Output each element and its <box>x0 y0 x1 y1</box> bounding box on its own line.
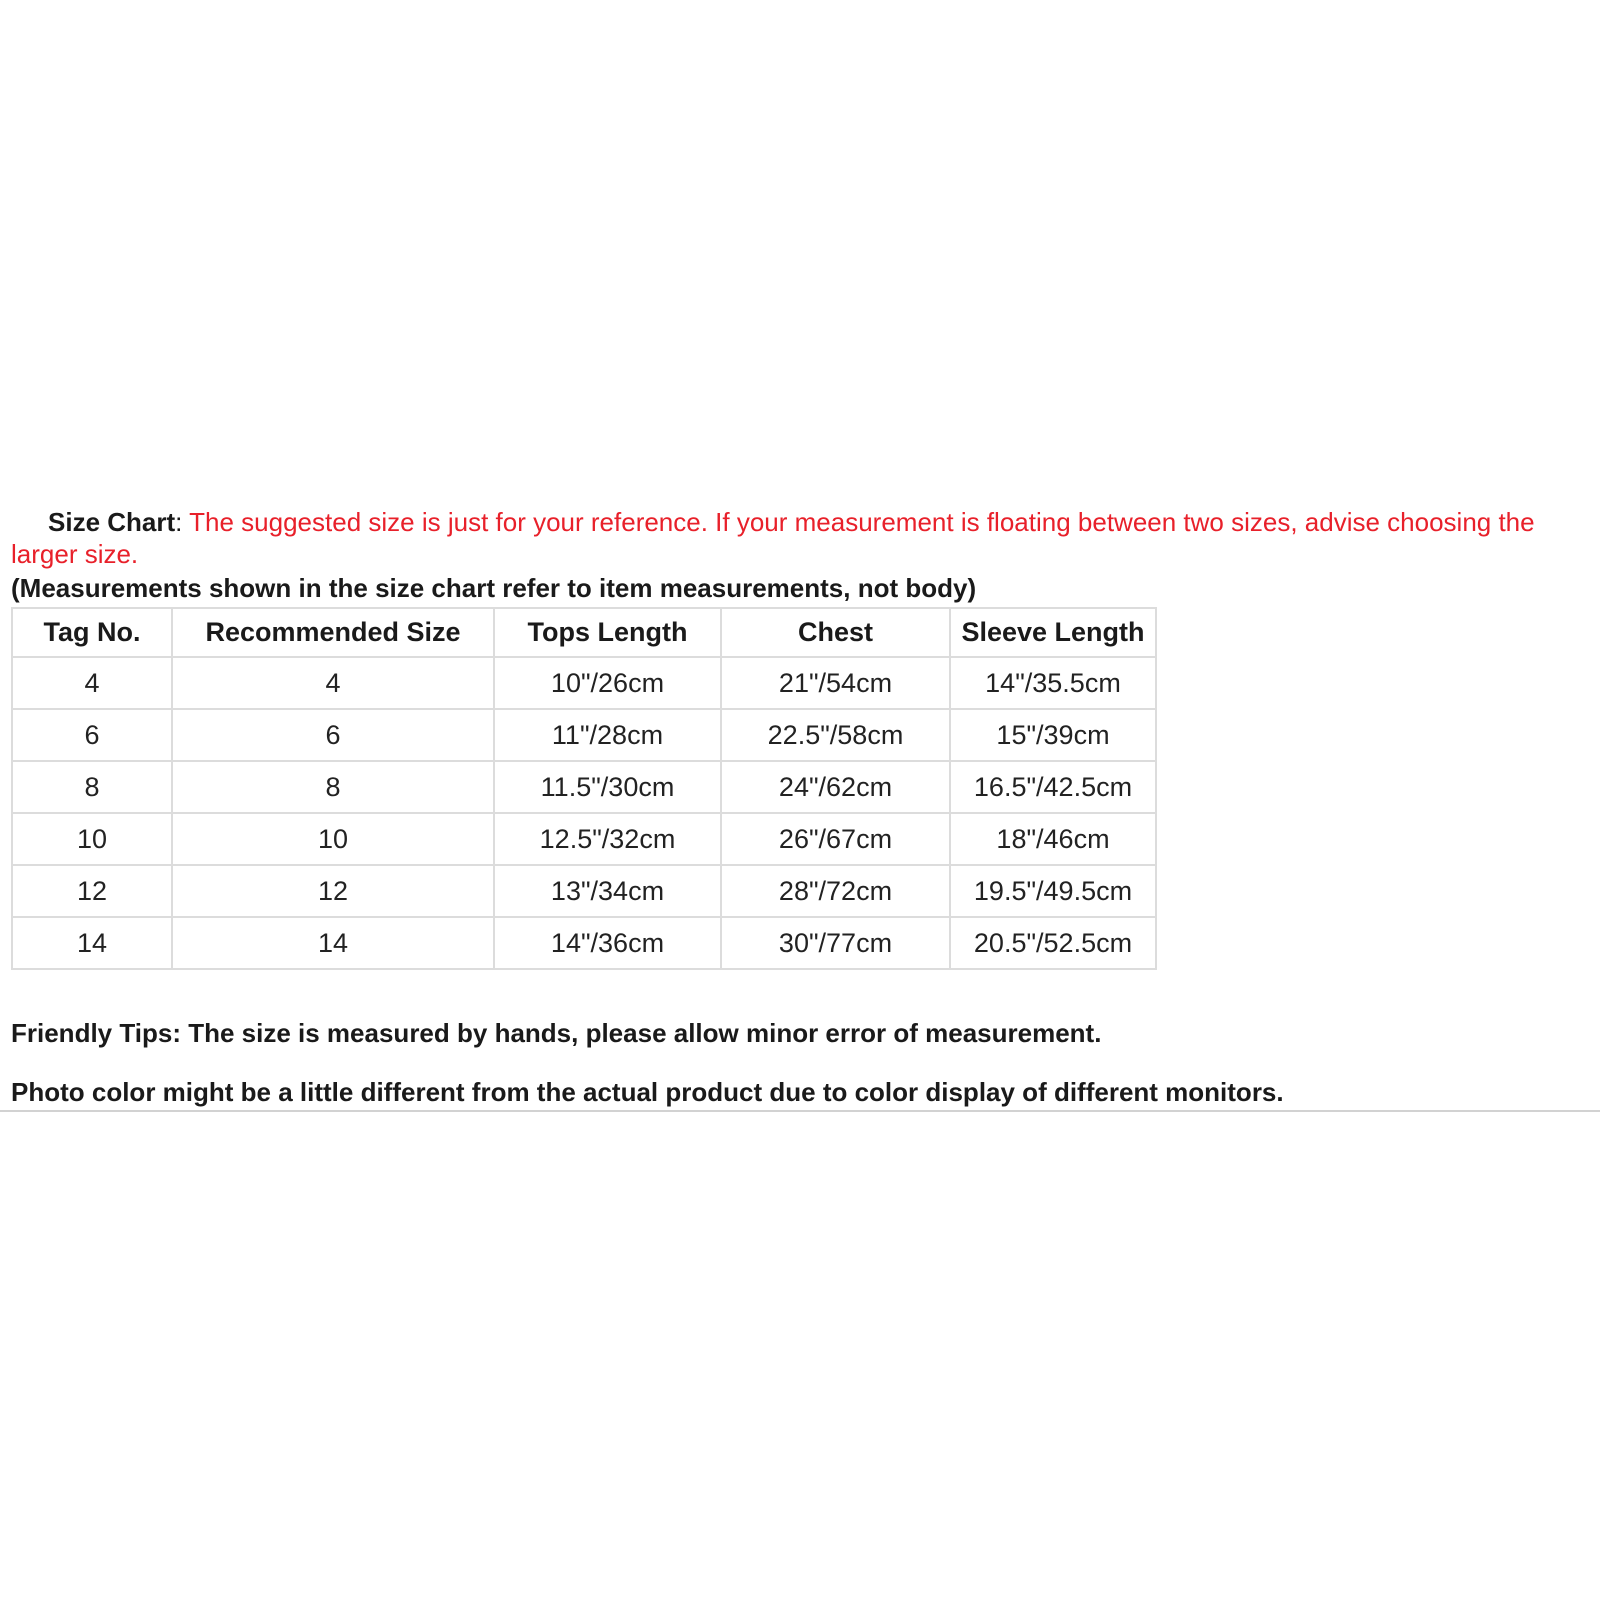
size-table <box>11 607 1157 970</box>
measurement-note-text: (Measurements shown in the size chart refer to item measurements, not body) <box>11 573 977 603</box>
header-chest: Chest <box>721 608 950 657</box>
cell-tops-length: 11.5"/30cm <box>494 761 721 813</box>
photo-color-note: Photo color might be a little different from the actual product due to color display of different monitors. <box>11 1077 1284 1107</box>
header-recommended-size: Recommended Size <box>172 608 494 657</box>
cell-tag-no: 14 <box>12 917 172 969</box>
table-header-row <box>12 608 1156 657</box>
cell-recommended-size: 12 <box>172 865 494 917</box>
header-tops-length: Tops Length <box>494 608 721 657</box>
header-sleeve-length: Sleeve Length <box>950 608 1156 657</box>
table-row <box>12 813 1156 865</box>
table-row <box>12 657 1156 709</box>
cell-sleeve-length: 15"/39cm <box>950 709 1156 761</box>
size-chart-advice: The suggested size is just for your reference. If your measurement is floating between two sizes, advise choosing the larger size. <box>11 507 1535 569</box>
size-chart-label: Size Chart <box>48 507 176 537</box>
cell-sleeve-length: 14"/35.5cm <box>950 657 1156 709</box>
cell-sleeve-length: 16.5"/42.5cm <box>950 761 1156 813</box>
table-row <box>12 865 1156 917</box>
cell-tops-length: 13"/34cm <box>494 865 721 917</box>
cell-chest: 30"/77cm <box>721 917 950 969</box>
cell-tag-no: 10 <box>12 813 172 865</box>
friendly-tip: Friendly Tips: The size is measured by hands, please allow minor error of measurement. <box>11 1018 1102 1048</box>
cell-tag-no: 12 <box>12 865 172 917</box>
cell-tag-no: 8 <box>12 761 172 813</box>
header-tag-no: Tag No. <box>12 608 172 657</box>
cell-tag-no: 6 <box>12 709 172 761</box>
table-row <box>12 761 1156 813</box>
cell-recommended-size: 8 <box>172 761 494 813</box>
cell-tops-length: 11"/28cm <box>494 709 721 761</box>
table-row <box>12 917 1156 969</box>
cell-chest: 24"/62cm <box>721 761 950 813</box>
cell-chest: 22.5"/58cm <box>721 709 950 761</box>
cell-sleeve-length: 20.5"/52.5cm <box>950 917 1156 969</box>
cell-chest: 28"/72cm <box>721 865 950 917</box>
cell-tag-no: 4 <box>12 657 172 709</box>
divider <box>0 1110 1600 1112</box>
cell-recommended-size: 6 <box>172 709 494 761</box>
cell-recommended-size: 4 <box>172 657 494 709</box>
cell-recommended-size: 14 <box>172 917 494 969</box>
cell-tops-length: 14"/36cm <box>494 917 721 969</box>
cell-recommended-size: 10 <box>172 813 494 865</box>
cell-chest: 21"/54cm <box>721 657 950 709</box>
cell-sleeve-length: 19.5"/49.5cm <box>950 865 1156 917</box>
cell-sleeve-length: 18"/46cm <box>950 813 1156 865</box>
table-row <box>12 709 1156 761</box>
size-chart-colon: : <box>175 507 183 537</box>
size-chart-intro <box>11 506 1581 570</box>
cell-chest: 26"/67cm <box>721 813 950 865</box>
cell-tops-length: 12.5"/32cm <box>494 813 721 865</box>
measurement-note <box>11 572 976 604</box>
cell-tops-length: 10"/26cm <box>494 657 721 709</box>
